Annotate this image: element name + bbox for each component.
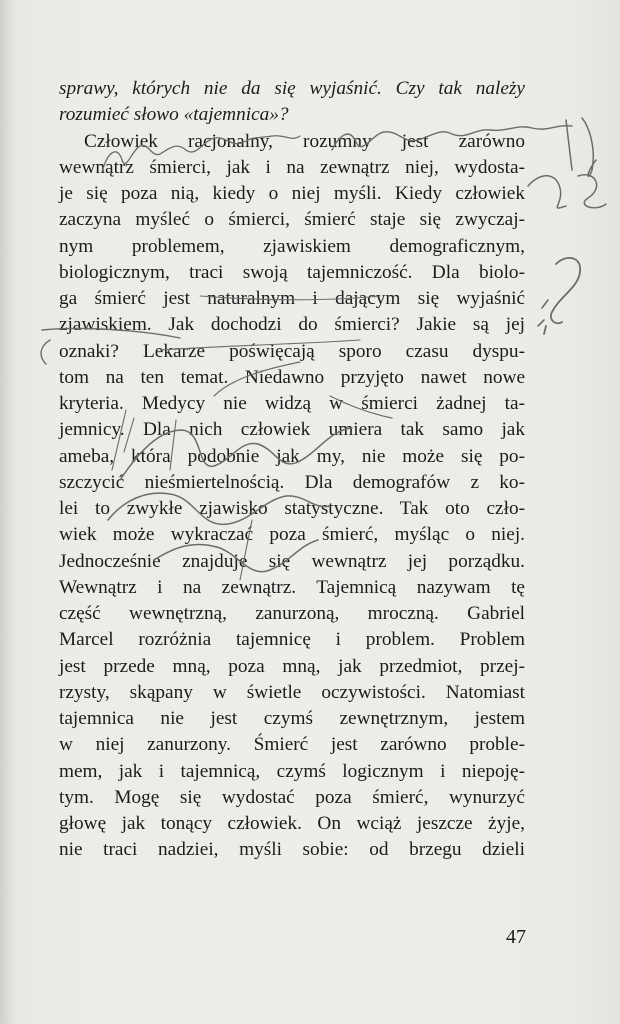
page-number: 47	[506, 926, 526, 948]
handwriting-scribble	[544, 326, 546, 334]
text-line: wewnątrz śmierci, jak i na zewnątrz niej, wydosta-	[59, 156, 525, 178]
text-line: tom na ten temat. Niedawno przyjęto nawet nowe	[59, 366, 525, 388]
text-line: ga śmierć jest naturalnym i dającym się wyjaśnić	[59, 288, 525, 309]
handwriting-scribble	[538, 300, 548, 326]
text-line: nym problemem, zjawiskiem demograficznym,	[59, 235, 525, 257]
text-line: Wewnątrz i na zewnątrz. Tajemnicą nazywam tę	[59, 576, 525, 598]
text-line: mem, jak i tajemnicą, czymś logicznym i niepoję-	[59, 760, 525, 782]
text-line: część wewnętrzną, zanurzoną, mroczną. Gabriel	[59, 603, 525, 624]
handwriting-scribble	[551, 258, 580, 323]
text-line: ameba, która podobnie jak my, nie może się po-	[59, 445, 525, 467]
text-line: głowę jak tonący człowiek. On wciąż jeszcze żyje,	[59, 813, 525, 834]
body-text	[59, 76, 525, 864]
text-line: tym. Mogę się wydostać poza śmierć, wynurzyć	[59, 786, 525, 808]
text-line: tajemnica nie jest czymś zewnętrznym, jestem	[59, 708, 525, 729]
text-line: wiek może wykraczać poza śmierć, myśląc o niej.	[59, 524, 525, 546]
text-line: Człowiek racjonalny, rozumny jest zarówno	[84, 130, 525, 152]
text-line: szczycić nieśmiertelnością. Dla demografów z ko-	[59, 471, 525, 493]
handwriting-scribble	[566, 118, 596, 176]
text-line: kryteria. Medycy nie widzą w śmierci żadnej ta-	[59, 393, 525, 414]
text-line: Jednocześnie znajduje się wewnątrz jej porządku.	[59, 550, 525, 572]
question-line: rozumieć słowo «tajemnica»?	[59, 104, 289, 126]
text-line: zaczyna myśleć o śmierci, śmierć staje się zwyczaj-	[59, 209, 525, 231]
text-line: rzysty, skąpany w świetle oczywistości. Natomiast	[59, 681, 525, 703]
handwriting-scribble	[528, 175, 606, 208]
text-line: jemnicy. Dla nich człowiek umiera tak samo jak	[59, 419, 525, 441]
text-line: oznaki? Lekarze poświęcają sporo czasu dyspu-	[59, 340, 525, 362]
text-line: Marcel rozróżnia tajemnicę i problem. Problem	[59, 629, 525, 651]
text-line: zjawiskiem. Jak dochodzi do śmierci? Jakie są jej	[59, 314, 525, 336]
text-line: je się poza nią, kiedy o niej myśli. Kiedy człowiek	[59, 183, 525, 204]
text-line: lei to zwykłe zjawisko statystyczne. Tak oto czło-	[59, 498, 525, 519]
text-line: nie traci nadziei, myśli sobie: od brzegu dzieli	[59, 839, 525, 861]
text-line: biologicznym, traci swoją tajemniczość. Dla biolo-	[59, 261, 525, 283]
question-line: sprawy, których nie da się wyjaśnić. Czy tak należy	[59, 78, 525, 99]
text-line: w niej zanurzony. Śmierć jest zarówno proble-	[59, 734, 525, 756]
text-line: jest przede mną, poza mną, jak przedmiot, przej-	[59, 655, 525, 677]
